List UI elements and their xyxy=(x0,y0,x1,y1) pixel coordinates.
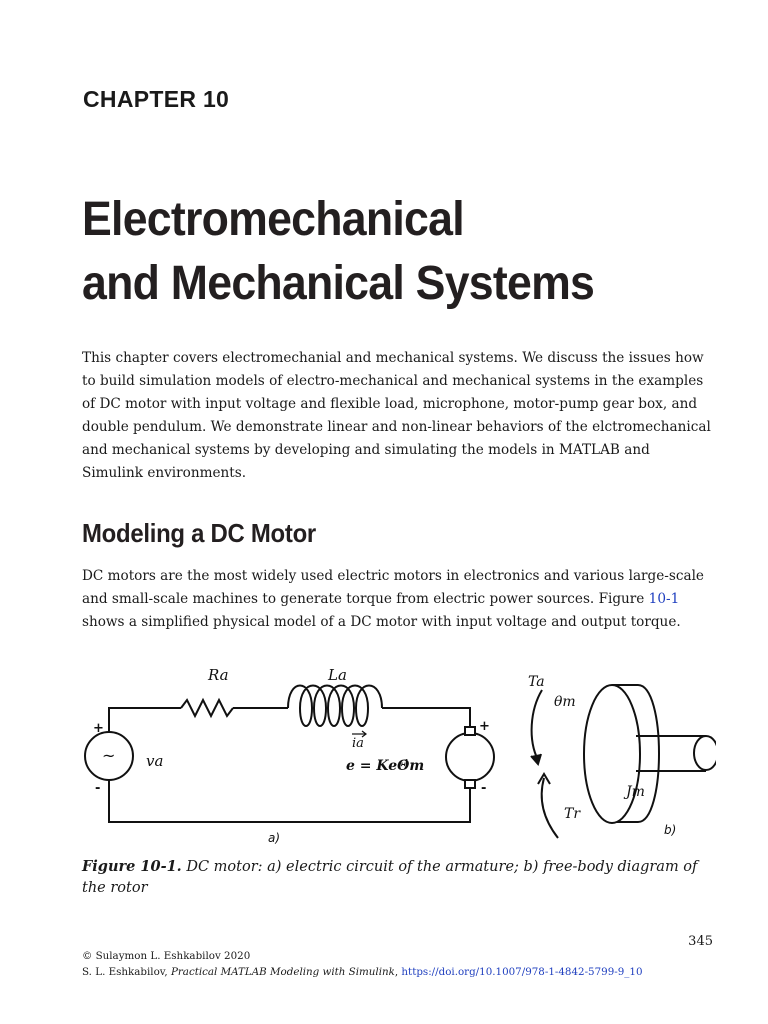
angle-label: θm xyxy=(554,694,576,710)
applied-torque-arrow xyxy=(532,690,542,760)
motor-armature xyxy=(446,733,494,781)
rotor-shaft-end xyxy=(694,736,716,770)
section-text-before: DC motors are the most widely used electric motors in electronics and various large-scale and small-scale machines to generate torque from electric power sources. Figure xyxy=(82,568,704,607)
resisting-torque-label: Tr xyxy=(564,806,581,822)
resistor-label-text: Ra xyxy=(208,666,229,684)
figure-caption-label: Figure 10-1. xyxy=(82,858,182,875)
footer xyxy=(82,948,643,980)
dc-motor-figure xyxy=(76,660,716,850)
intro-paragraph: This chapter covers electromechanial and mechanical systems. We discuss the issues how to build simulation models of electro-mechanical and mechanical systems in the examples of DC motor with input voltage and flexible load, microphone, motor-pump gear box, and double pendulum. We demonstrate linear and non-linear behaviors of the elctromechanical and mechanical systems by developing and simulating the models in MATLAB and Simulink environments. xyxy=(82,350,711,481)
source-tilde-symbol: ~ xyxy=(102,746,116,765)
inductor-label: La xyxy=(328,666,347,684)
section-paragraph xyxy=(82,565,714,634)
citation-title: Practical MATLAB Modeling with Simulink xyxy=(170,966,395,978)
rotor-disk-face xyxy=(584,685,640,823)
plus-sign-source: + xyxy=(93,721,104,736)
motor-brush-bottom xyxy=(465,780,475,788)
applied-torque-arrowhead xyxy=(531,754,541,764)
minus-sign-source: - xyxy=(95,781,101,796)
resisting-torque-arrow xyxy=(542,778,558,838)
citation-separator: , xyxy=(394,966,402,978)
figure-caption xyxy=(82,856,722,899)
page-number: 345 xyxy=(688,934,713,949)
motor-brush-top xyxy=(465,727,475,735)
section-heading: Modeling a DC Motor xyxy=(82,518,316,548)
resistor-label xyxy=(207,666,229,684)
inertia-label: Jm xyxy=(626,784,645,800)
voltage-label: va xyxy=(146,752,164,770)
figure-caption-text: DC motor: a) electric circuit of the armature; b) free-body diagram of the rotor xyxy=(82,859,698,896)
resistor xyxy=(181,700,233,716)
top-wire-left xyxy=(109,708,181,732)
chapter-label: CHAPTER 10 xyxy=(83,86,230,112)
bottom-wire xyxy=(109,780,470,822)
figure-reference-link[interactable]: 10-1 xyxy=(648,591,680,607)
copyright-notice: © Sulaymon L. Eshkabilov 2020 xyxy=(82,950,251,962)
plus-sign-motor: + xyxy=(479,719,490,734)
chapter-title-line-2: and Mechanical Systems xyxy=(82,257,595,310)
part-a-label: a) xyxy=(268,831,281,845)
chapter-title-line-1: Electromechanical xyxy=(82,193,464,246)
applied-torque-label: Ta xyxy=(528,674,545,690)
citation xyxy=(82,964,643,980)
doi-link[interactable]: https://doi.org/10.1007/978-1-4842-5799-9_10 xyxy=(401,966,643,978)
minus-sign-motor: - xyxy=(481,781,487,796)
citation-author: S. L. Eshkabilov, xyxy=(82,966,171,978)
current-label: ia xyxy=(352,736,364,751)
top-wire-right xyxy=(382,708,470,728)
chapter-title xyxy=(82,188,696,316)
back-emf-equation: e = KeΘ̇m xyxy=(346,758,425,774)
inductor-coil xyxy=(288,686,382,727)
section-text-after: shows a simplified physical model of a DC motor with input voltage and output torque. xyxy=(82,614,681,630)
part-b-label: b) xyxy=(664,823,677,837)
